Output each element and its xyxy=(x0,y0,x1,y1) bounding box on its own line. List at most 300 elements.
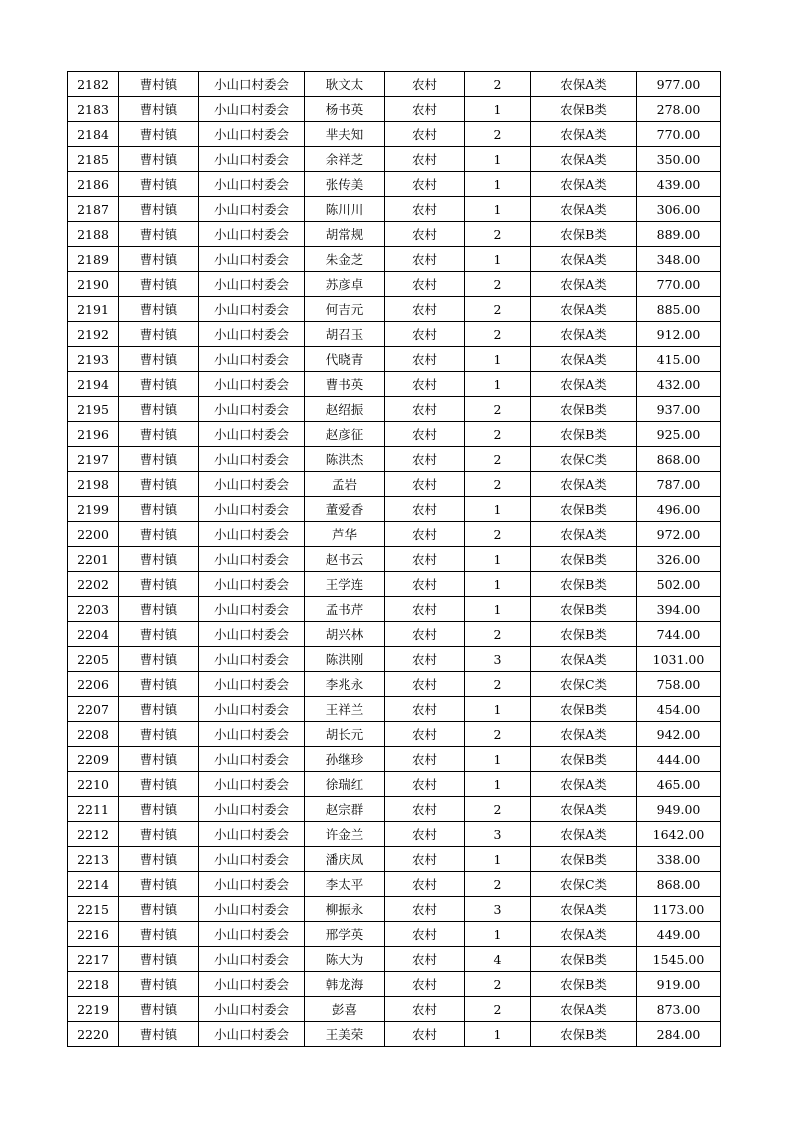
area-type-cell: 农村 xyxy=(385,172,465,197)
area-type-cell: 农村 xyxy=(385,547,465,572)
area-type-cell: 农村 xyxy=(385,1022,465,1047)
name-cell: 曹书英 xyxy=(305,372,385,397)
town-cell: 曹村镇 xyxy=(119,247,199,272)
name-cell: 陈洪杰 xyxy=(305,447,385,472)
area-type-cell: 农村 xyxy=(385,147,465,172)
category-cell: 农保B类 xyxy=(531,222,637,247)
row-number-cell: 2199 xyxy=(68,497,119,522)
household-size-cell: 2 xyxy=(465,522,531,547)
household-size-cell: 1 xyxy=(465,922,531,947)
category-cell: 农保A类 xyxy=(531,997,637,1022)
row-number-cell: 2188 xyxy=(68,222,119,247)
amount-cell: 496.00 xyxy=(637,497,721,522)
table-row xyxy=(68,97,721,122)
category-cell: 农保B类 xyxy=(531,847,637,872)
village-committee-cell: 小山口村委会 xyxy=(199,1022,305,1047)
category-cell: 农保A类 xyxy=(531,347,637,372)
area-type-cell: 农村 xyxy=(385,297,465,322)
category-cell: 农保A类 xyxy=(531,822,637,847)
village-committee-cell: 小山口村委会 xyxy=(199,922,305,947)
name-cell: 孟岩 xyxy=(305,472,385,497)
row-number-cell: 2210 xyxy=(68,772,119,797)
row-number-cell: 2203 xyxy=(68,597,119,622)
row-number-cell: 2187 xyxy=(68,197,119,222)
area-type-cell: 农村 xyxy=(385,847,465,872)
row-number-cell: 2189 xyxy=(68,247,119,272)
village-committee-cell: 小山口村委会 xyxy=(199,147,305,172)
row-number-cell: 2200 xyxy=(68,522,119,547)
town-cell: 曹村镇 xyxy=(119,447,199,472)
village-committee-cell: 小山口村委会 xyxy=(199,397,305,422)
category-cell: 农保B类 xyxy=(531,1022,637,1047)
area-type-cell: 农村 xyxy=(385,322,465,347)
amount-cell: 925.00 xyxy=(637,422,721,447)
amount-cell: 454.00 xyxy=(637,697,721,722)
area-type-cell: 农村 xyxy=(385,972,465,997)
category-cell: 农保B类 xyxy=(531,547,637,572)
table-row xyxy=(68,297,721,322)
household-size-cell: 2 xyxy=(465,122,531,147)
amount-cell: 348.00 xyxy=(637,247,721,272)
table-row xyxy=(68,472,721,497)
name-cell: 苏彦卓 xyxy=(305,272,385,297)
name-cell: 潘庆凤 xyxy=(305,847,385,872)
name-cell: 孟书芹 xyxy=(305,597,385,622)
town-cell: 曹村镇 xyxy=(119,172,199,197)
row-number-cell: 2184 xyxy=(68,122,119,147)
household-size-cell: 1 xyxy=(465,497,531,522)
household-size-cell: 3 xyxy=(465,647,531,672)
area-type-cell: 农村 xyxy=(385,722,465,747)
town-cell: 曹村镇 xyxy=(119,297,199,322)
name-cell: 李太平 xyxy=(305,872,385,897)
category-cell: 农保C类 xyxy=(531,872,637,897)
roster-body xyxy=(68,72,721,1047)
table-row xyxy=(68,447,721,472)
name-cell: 代晓青 xyxy=(305,347,385,372)
household-size-cell: 1 xyxy=(465,1022,531,1047)
amount-cell: 449.00 xyxy=(637,922,721,947)
area-type-cell: 农村 xyxy=(385,422,465,447)
name-cell: 李兆永 xyxy=(305,672,385,697)
amount-cell: 977.00 xyxy=(637,72,721,97)
row-number-cell: 2190 xyxy=(68,272,119,297)
table-row xyxy=(68,597,721,622)
amount-cell: 306.00 xyxy=(637,197,721,222)
category-cell: 农保C类 xyxy=(531,447,637,472)
area-type-cell: 农村 xyxy=(385,247,465,272)
town-cell: 曹村镇 xyxy=(119,672,199,697)
town-cell: 曹村镇 xyxy=(119,522,199,547)
amount-cell: 885.00 xyxy=(637,297,721,322)
area-type-cell: 农村 xyxy=(385,572,465,597)
household-size-cell: 2 xyxy=(465,997,531,1022)
name-cell: 胡兴林 xyxy=(305,622,385,647)
amount-cell: 1545.00 xyxy=(637,947,721,972)
table-row xyxy=(68,572,721,597)
town-cell: 曹村镇 xyxy=(119,972,199,997)
area-type-cell: 农村 xyxy=(385,372,465,397)
table-row xyxy=(68,272,721,297)
town-cell: 曹村镇 xyxy=(119,647,199,672)
row-number-cell: 2192 xyxy=(68,322,119,347)
table-row xyxy=(68,497,721,522)
village-committee-cell: 小山口村委会 xyxy=(199,472,305,497)
area-type-cell: 农村 xyxy=(385,622,465,647)
area-type-cell: 农村 xyxy=(385,347,465,372)
town-cell: 曹村镇 xyxy=(119,622,199,647)
category-cell: 农保A类 xyxy=(531,372,637,397)
name-cell: 董爱香 xyxy=(305,497,385,522)
name-cell: 芦华 xyxy=(305,522,385,547)
category-cell: 农保A类 xyxy=(531,197,637,222)
row-number-cell: 2201 xyxy=(68,547,119,572)
town-cell: 曹村镇 xyxy=(119,947,199,972)
row-number-cell: 2212 xyxy=(68,822,119,847)
household-size-cell: 2 xyxy=(465,472,531,497)
household-size-cell: 2 xyxy=(465,872,531,897)
village-committee-cell: 小山口村委会 xyxy=(199,72,305,97)
amount-cell: 1642.00 xyxy=(637,822,721,847)
village-committee-cell: 小山口村委会 xyxy=(199,897,305,922)
name-cell: 王祥兰 xyxy=(305,697,385,722)
name-cell: 余祥芝 xyxy=(305,147,385,172)
town-cell: 曹村镇 xyxy=(119,222,199,247)
category-cell: 农保B类 xyxy=(531,397,637,422)
household-size-cell: 2 xyxy=(465,672,531,697)
amount-cell: 770.00 xyxy=(637,122,721,147)
village-committee-cell: 小山口村委会 xyxy=(199,647,305,672)
household-size-cell: 2 xyxy=(465,322,531,347)
table-row xyxy=(68,847,721,872)
village-committee-cell: 小山口村委会 xyxy=(199,872,305,897)
row-number-cell: 2206 xyxy=(68,672,119,697)
village-committee-cell: 小山口村委会 xyxy=(199,622,305,647)
table-row xyxy=(68,522,721,547)
village-committee-cell: 小山口村委会 xyxy=(199,747,305,772)
category-cell: 农保A类 xyxy=(531,272,637,297)
row-number-cell: 2198 xyxy=(68,472,119,497)
household-size-cell: 2 xyxy=(465,272,531,297)
name-cell: 王学连 xyxy=(305,572,385,597)
category-cell: 农保A类 xyxy=(531,522,637,547)
household-size-cell: 2 xyxy=(465,622,531,647)
area-type-cell: 农村 xyxy=(385,472,465,497)
amount-cell: 873.00 xyxy=(637,997,721,1022)
category-cell: 农保A类 xyxy=(531,297,637,322)
row-number-cell: 2202 xyxy=(68,572,119,597)
area-type-cell: 农村 xyxy=(385,122,465,147)
name-cell: 胡常规 xyxy=(305,222,385,247)
town-cell: 曹村镇 xyxy=(119,72,199,97)
village-committee-cell: 小山口村委会 xyxy=(199,447,305,472)
name-cell: 耿文太 xyxy=(305,72,385,97)
village-committee-cell: 小山口村委会 xyxy=(199,222,305,247)
table-row xyxy=(68,322,721,347)
category-cell: 农保A类 xyxy=(531,922,637,947)
area-type-cell: 农村 xyxy=(385,222,465,247)
village-committee-cell: 小山口村委会 xyxy=(199,97,305,122)
town-cell: 曹村镇 xyxy=(119,872,199,897)
area-type-cell: 农村 xyxy=(385,197,465,222)
town-cell: 曹村镇 xyxy=(119,772,199,797)
area-type-cell: 农村 xyxy=(385,597,465,622)
table-row xyxy=(68,947,721,972)
amount-cell: 326.00 xyxy=(637,547,721,572)
name-cell: 陈大为 xyxy=(305,947,385,972)
amount-cell: 972.00 xyxy=(637,522,721,547)
household-size-cell: 1 xyxy=(465,597,531,622)
amount-cell: 465.00 xyxy=(637,772,721,797)
table-row xyxy=(68,72,721,97)
village-committee-cell: 小山口村委会 xyxy=(199,347,305,372)
household-size-cell: 4 xyxy=(465,947,531,972)
household-size-cell: 1 xyxy=(465,197,531,222)
table-row xyxy=(68,122,721,147)
town-cell: 曹村镇 xyxy=(119,122,199,147)
area-type-cell: 农村 xyxy=(385,397,465,422)
category-cell: 农保A类 xyxy=(531,647,637,672)
area-type-cell: 农村 xyxy=(385,772,465,797)
area-type-cell: 农村 xyxy=(385,747,465,772)
row-number-cell: 2217 xyxy=(68,947,119,972)
category-cell: 农保B类 xyxy=(531,497,637,522)
name-cell: 胡召玉 xyxy=(305,322,385,347)
village-committee-cell: 小山口村委会 xyxy=(199,997,305,1022)
row-number-cell: 2183 xyxy=(68,97,119,122)
town-cell: 曹村镇 xyxy=(119,472,199,497)
amount-cell: 278.00 xyxy=(637,97,721,122)
town-cell: 曹村镇 xyxy=(119,847,199,872)
category-cell: 农保A类 xyxy=(531,322,637,347)
row-number-cell: 2193 xyxy=(68,347,119,372)
category-cell: 农保B类 xyxy=(531,572,637,597)
amount-cell: 937.00 xyxy=(637,397,721,422)
amount-cell: 1031.00 xyxy=(637,647,721,672)
amount-cell: 394.00 xyxy=(637,597,721,622)
amount-cell: 787.00 xyxy=(637,472,721,497)
amount-cell: 949.00 xyxy=(637,797,721,822)
name-cell: 许金兰 xyxy=(305,822,385,847)
name-cell: 赵绍振 xyxy=(305,397,385,422)
village-committee-cell: 小山口村委会 xyxy=(199,572,305,597)
table-row xyxy=(68,347,721,372)
table-row xyxy=(68,147,721,172)
village-committee-cell: 小山口村委会 xyxy=(199,947,305,972)
table-row xyxy=(68,697,721,722)
name-cell: 陈洪刚 xyxy=(305,647,385,672)
village-committee-cell: 小山口村委会 xyxy=(199,522,305,547)
amount-cell: 868.00 xyxy=(637,872,721,897)
row-number-cell: 2220 xyxy=(68,1022,119,1047)
amount-cell: 444.00 xyxy=(637,747,721,772)
village-committee-cell: 小山口村委会 xyxy=(199,972,305,997)
area-type-cell: 农村 xyxy=(385,97,465,122)
household-size-cell: 1 xyxy=(465,572,531,597)
table-row xyxy=(68,872,721,897)
amount-cell: 919.00 xyxy=(637,972,721,997)
row-number-cell: 2213 xyxy=(68,847,119,872)
town-cell: 曹村镇 xyxy=(119,1022,199,1047)
row-number-cell: 2219 xyxy=(68,997,119,1022)
village-committee-cell: 小山口村委会 xyxy=(199,372,305,397)
amount-cell: 942.00 xyxy=(637,722,721,747)
town-cell: 曹村镇 xyxy=(119,822,199,847)
village-committee-cell: 小山口村委会 xyxy=(199,772,305,797)
row-number-cell: 2209 xyxy=(68,747,119,772)
category-cell: 农保A类 xyxy=(531,247,637,272)
amount-cell: 744.00 xyxy=(637,622,721,647)
area-type-cell: 农村 xyxy=(385,897,465,922)
category-cell: 农保B类 xyxy=(531,622,637,647)
town-cell: 曹村镇 xyxy=(119,997,199,1022)
household-size-cell: 1 xyxy=(465,697,531,722)
household-size-cell: 3 xyxy=(465,822,531,847)
area-type-cell: 农村 xyxy=(385,647,465,672)
row-number-cell: 2182 xyxy=(68,72,119,97)
roster-table xyxy=(67,71,721,1047)
town-cell: 曹村镇 xyxy=(119,597,199,622)
village-committee-cell: 小山口村委会 xyxy=(199,547,305,572)
table-row xyxy=(68,922,721,947)
table-row xyxy=(68,772,721,797)
table-row xyxy=(68,822,721,847)
town-cell: 曹村镇 xyxy=(119,747,199,772)
household-size-cell: 2 xyxy=(465,797,531,822)
table-row xyxy=(68,647,721,672)
town-cell: 曹村镇 xyxy=(119,147,199,172)
area-type-cell: 农村 xyxy=(385,697,465,722)
village-committee-cell: 小山口村委会 xyxy=(199,122,305,147)
town-cell: 曹村镇 xyxy=(119,497,199,522)
amount-cell: 1173.00 xyxy=(637,897,721,922)
table-row xyxy=(68,897,721,922)
village-committee-cell: 小山口村委会 xyxy=(199,422,305,447)
table-row xyxy=(68,672,721,697)
row-number-cell: 2195 xyxy=(68,397,119,422)
name-cell: 柳振永 xyxy=(305,897,385,922)
area-type-cell: 农村 xyxy=(385,522,465,547)
table-row xyxy=(68,797,721,822)
amount-cell: 415.00 xyxy=(637,347,721,372)
row-number-cell: 2216 xyxy=(68,922,119,947)
area-type-cell: 农村 xyxy=(385,822,465,847)
town-cell: 曹村镇 xyxy=(119,572,199,597)
household-size-cell: 1 xyxy=(465,147,531,172)
name-cell: 韩龙海 xyxy=(305,972,385,997)
amount-cell: 439.00 xyxy=(637,172,721,197)
town-cell: 曹村镇 xyxy=(119,897,199,922)
household-size-cell: 2 xyxy=(465,72,531,97)
village-committee-cell: 小山口村委会 xyxy=(199,797,305,822)
row-number-cell: 2207 xyxy=(68,697,119,722)
table-row xyxy=(68,622,721,647)
village-committee-cell: 小山口村委会 xyxy=(199,822,305,847)
household-size-cell: 2 xyxy=(465,972,531,997)
amount-cell: 912.00 xyxy=(637,322,721,347)
name-cell: 徐瑞红 xyxy=(305,772,385,797)
town-cell: 曹村镇 xyxy=(119,797,199,822)
row-number-cell: 2208 xyxy=(68,722,119,747)
village-committee-cell: 小山口村委会 xyxy=(199,172,305,197)
category-cell: 农保B类 xyxy=(531,597,637,622)
village-committee-cell: 小山口村委会 xyxy=(199,497,305,522)
table-row xyxy=(68,747,721,772)
household-size-cell: 2 xyxy=(465,422,531,447)
town-cell: 曹村镇 xyxy=(119,97,199,122)
household-size-cell: 2 xyxy=(465,222,531,247)
name-cell: 杨书英 xyxy=(305,97,385,122)
row-number-cell: 2204 xyxy=(68,622,119,647)
town-cell: 曹村镇 xyxy=(119,922,199,947)
category-cell: 农保A类 xyxy=(531,722,637,747)
category-cell: 农保A类 xyxy=(531,897,637,922)
household-size-cell: 2 xyxy=(465,722,531,747)
category-cell: 农保A类 xyxy=(531,122,637,147)
row-number-cell: 2191 xyxy=(68,297,119,322)
amount-cell: 432.00 xyxy=(637,372,721,397)
table-row xyxy=(68,997,721,1022)
household-size-cell: 2 xyxy=(465,447,531,472)
table-row xyxy=(68,172,721,197)
row-number-cell: 2186 xyxy=(68,172,119,197)
category-cell: 农保B类 xyxy=(531,947,637,972)
row-number-cell: 2211 xyxy=(68,797,119,822)
name-cell: 陈川川 xyxy=(305,197,385,222)
village-committee-cell: 小山口村委会 xyxy=(199,297,305,322)
name-cell: 朱金芝 xyxy=(305,247,385,272)
town-cell: 曹村镇 xyxy=(119,547,199,572)
household-size-cell: 1 xyxy=(465,372,531,397)
name-cell: 孙继珍 xyxy=(305,747,385,772)
row-number-cell: 2214 xyxy=(68,872,119,897)
household-size-cell: 3 xyxy=(465,897,531,922)
name-cell: 芈夫知 xyxy=(305,122,385,147)
village-committee-cell: 小山口村委会 xyxy=(199,847,305,872)
name-cell: 胡长元 xyxy=(305,722,385,747)
table-row xyxy=(68,397,721,422)
town-cell: 曹村镇 xyxy=(119,372,199,397)
table-row xyxy=(68,222,721,247)
village-committee-cell: 小山口村委会 xyxy=(199,272,305,297)
row-number-cell: 2218 xyxy=(68,972,119,997)
row-number-cell: 2196 xyxy=(68,422,119,447)
category-cell: 农保B类 xyxy=(531,97,637,122)
row-number-cell: 2205 xyxy=(68,647,119,672)
amount-cell: 868.00 xyxy=(637,447,721,472)
household-size-cell: 2 xyxy=(465,297,531,322)
village-committee-cell: 小山口村委会 xyxy=(199,597,305,622)
town-cell: 曹村镇 xyxy=(119,697,199,722)
category-cell: 农保B类 xyxy=(531,972,637,997)
name-cell: 赵彦征 xyxy=(305,422,385,447)
category-cell: 农保B类 xyxy=(531,422,637,447)
name-cell: 张传美 xyxy=(305,172,385,197)
area-type-cell: 农村 xyxy=(385,922,465,947)
household-size-cell: 1 xyxy=(465,547,531,572)
town-cell: 曹村镇 xyxy=(119,347,199,372)
amount-cell: 502.00 xyxy=(637,572,721,597)
table-row xyxy=(68,1022,721,1047)
amount-cell: 350.00 xyxy=(637,147,721,172)
category-cell: 农保A类 xyxy=(531,172,637,197)
table-row xyxy=(68,722,721,747)
category-cell: 农保A类 xyxy=(531,772,637,797)
town-cell: 曹村镇 xyxy=(119,322,199,347)
town-cell: 曹村镇 xyxy=(119,397,199,422)
village-committee-cell: 小山口村委会 xyxy=(199,697,305,722)
area-type-cell: 农村 xyxy=(385,797,465,822)
